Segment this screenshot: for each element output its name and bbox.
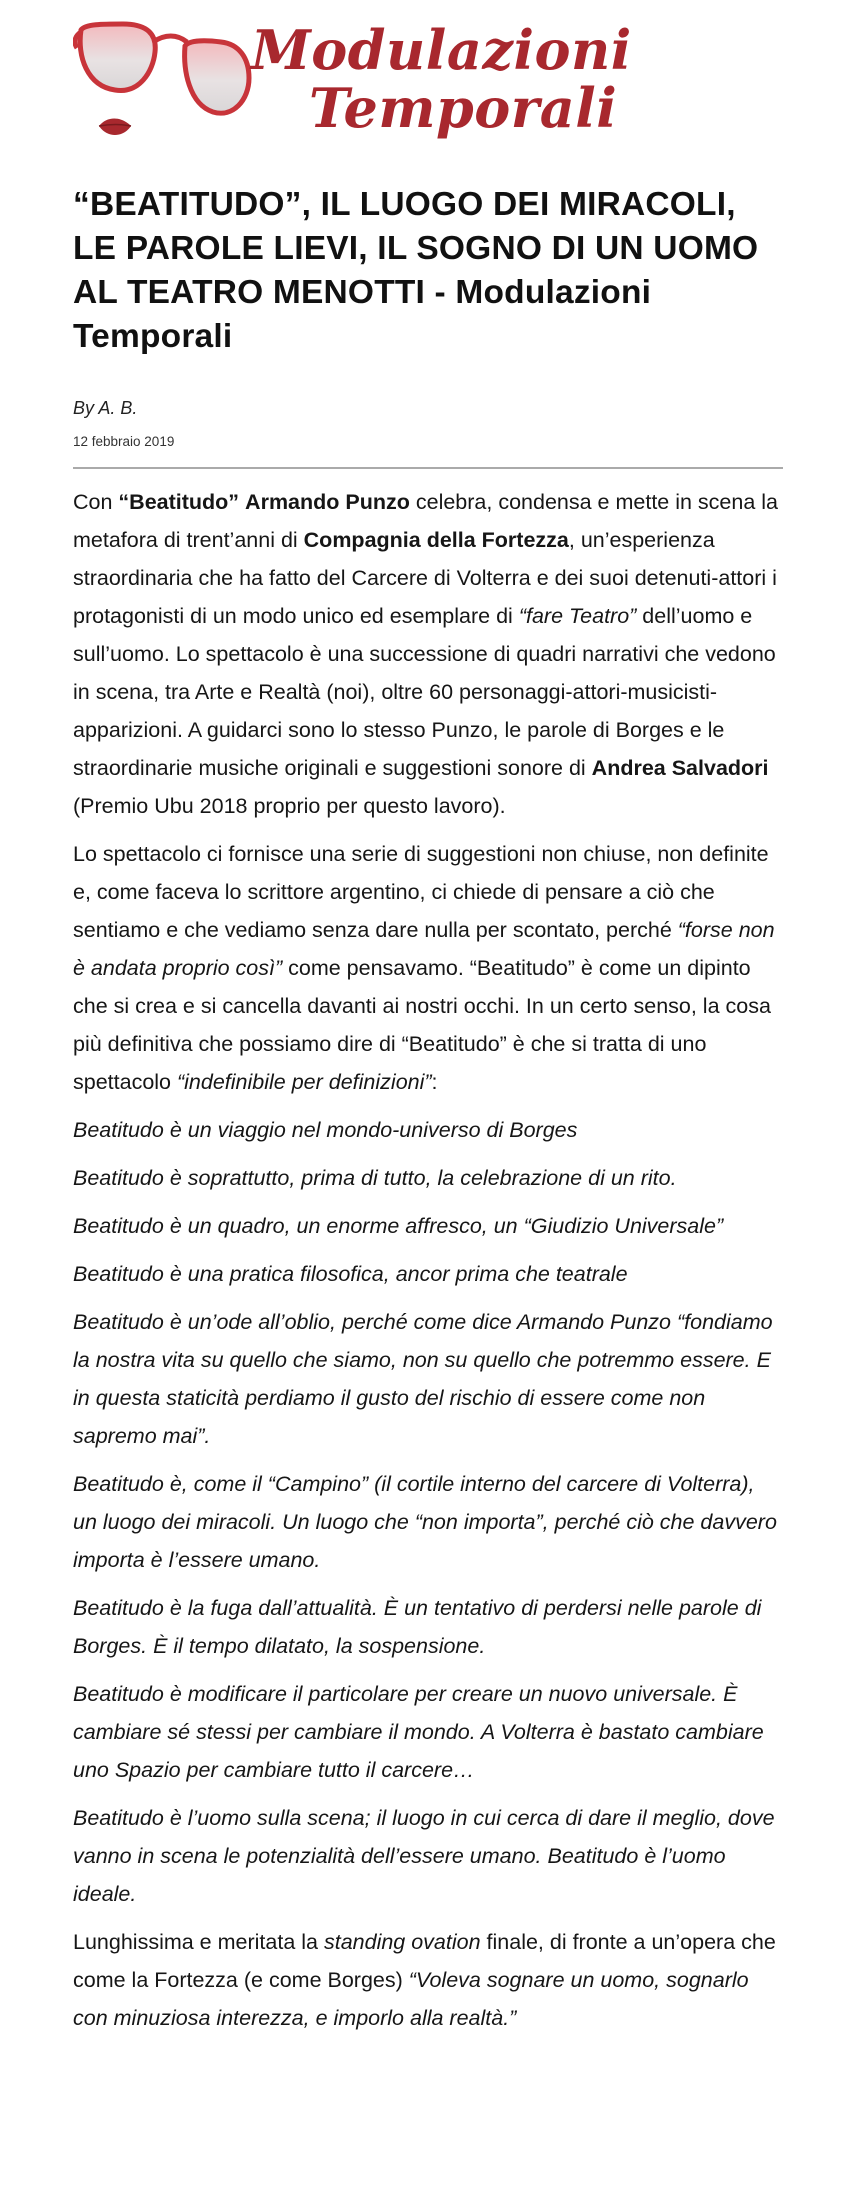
italic-run: “forse non è andata proprio così”	[73, 918, 775, 980]
bold-run: Armando Punzo	[245, 490, 410, 514]
quote-paragraph: Beatitudo è un quadro, un enorme affresco, un “Giudizio Universale”	[73, 1214, 724, 1238]
text-run: celebra, condensa e mette in scena la metafora di trent’anni di	[73, 490, 779, 552]
text-run: , un’esperienza straordinaria che ha fatto del Carcere di Volterra e dei suoi detenuti-attori i protagonisti di un modo unico ed esemplare di	[73, 528, 777, 628]
logo-text-line2: Temporali	[309, 76, 618, 140]
quote-paragraph: Beatitudo è modificare il particolare per creare un nuovo universale. È cambiare sé stessi per cambiare il mondo. A Volterra è bastato cambiare uno Spazio per cambiare tutto il carcere…	[73, 1682, 764, 1782]
page	[73, 0, 783, 2047]
text-run: finale, di fronte a un’opera che come la Fortezza (e come Borges)	[73, 1930, 776, 1992]
quote-paragraph: Beatitudo è un’ode all’oblio, perché come dice Armando Punzo “fondiamo la nostra vita su quello che siamo, non su quello che potremmo essere. E in questa staticità perdiamo il gusto del rischio di essere come non sapremo mai”.	[73, 1310, 773, 1448]
paragraph-intro	[73, 483, 783, 825]
paragraph-second	[73, 835, 783, 1101]
italic-run: standing ovation	[323, 1930, 481, 1954]
article-date: 12 febbraio 2019	[73, 434, 175, 449]
text-run: Con	[73, 490, 119, 514]
text-run: Lunghissima e meritata la	[73, 1930, 324, 1954]
bold-run: “Beatitudo”	[118, 490, 240, 514]
article-title: “BEATITUDO”, IL LUOGO DEI MIRACOLI, LE PAROLE LIEVI, IL SOGNO DI UN UOMO AL TEATRO MENOTTI - Modulazioni Temporali	[73, 186, 759, 355]
text-run: :	[431, 1070, 438, 1094]
quote-paragraph: Beatitudo è soprattutto, prima di tutto, la celebrazione di un rito.	[73, 1166, 677, 1190]
quote-paragraph: Beatitudo è l’uomo sulla scena; il luogo in cui cerca di dare il meglio, dove vanno in scena le potenzialità dell’essere umano. Beatitudo è l’uomo ideale.	[73, 1806, 775, 1906]
bold-run: Compagnia della Fortezza	[303, 528, 569, 552]
italic-run: “fare Teatro”	[518, 604, 637, 628]
divider	[73, 467, 783, 469]
quote-paragraph: Beatitudo è un viaggio nel mondo-universo di Borges	[73, 1118, 578, 1142]
text-run: come pensavamo. “Beatitudo” è come un dipinto che si crea e si cancella davanti ai nostri occhi. In un certo senso, la cosa più definitiva che possiamo dire di “Beatitudo” è che si tratta di uno spettacolo	[73, 956, 771, 1094]
quote-paragraph: Beatitudo è la fuga dall’attualità. È un tentativo di perdersi nelle parole di Borges. È il tempo dilatato, la sospensione.	[73, 1596, 762, 1658]
paragraph-closing	[73, 1923, 783, 2037]
logo-text-line1: Modulazioni	[251, 18, 632, 82]
bold-run: Andrea Salvadori	[591, 756, 769, 780]
article-body	[73, 483, 783, 2037]
sunglasses-icon	[73, 8, 253, 158]
italic-run: “indefinibile per definizioni”	[176, 1070, 432, 1094]
italic-run: “Voleva sognare un uomo, sognarlo con minuziosa interezza, e imporlo alla realtà.”	[73, 1968, 749, 2030]
article-byline: By A. B.	[73, 398, 138, 418]
text-run: Lo spettacolo ci fornisce una serie di suggestioni non chiuse, non definite e, come faceva lo scrittore argentino, ci chiede di pensare a ciò che sentiamo e che vediamo senza dare nulla per scontato, perché	[73, 842, 769, 942]
site-logo[interactable]	[73, 0, 633, 165]
quote-paragraph: Beatitudo è una pratica filosofica, ancor prima che teatrale	[73, 1262, 628, 1286]
text-run: dell’uomo e sull’uomo. Lo spettacolo è una successione di quadri narrativi che vedono in scena, tra Arte e Realtà (noi), oltre 60 personaggi-attori-musicisti-apparizioni. A guidarci sono lo stesso Punzo, le parole di Borges e le straordinarie musiche originali e suggestioni sonore di	[73, 604, 776, 780]
text-run: (Premio Ubu 2018 proprio per questo lavoro).	[73, 794, 506, 818]
quote-paragraph: Beatitudo è, come il “Campino” (il cortile interno del carcere di Volterra), un luogo dei miracoli. Un luogo che “non importa”, perché ciò che davvero importa è l’essere umano.	[73, 1472, 777, 1572]
